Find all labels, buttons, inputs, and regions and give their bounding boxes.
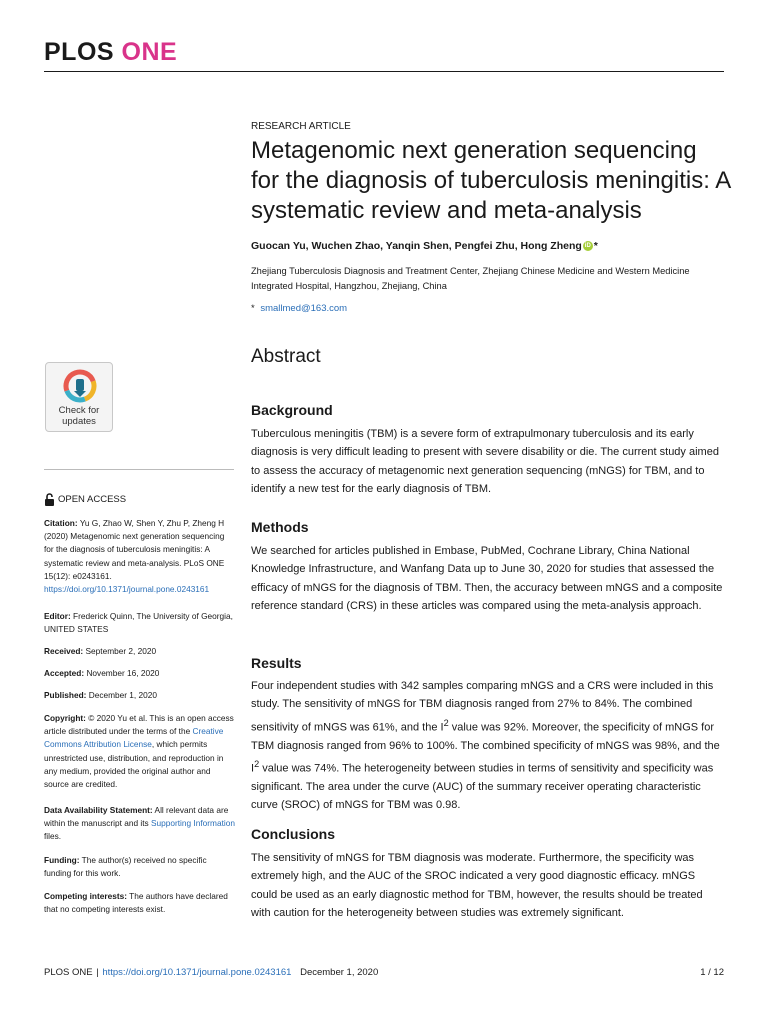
author-list bbox=[251, 240, 598, 252]
background-text: Tuberculous meningitis (TBM) is a severe form of extrapulmonary tuberculosis and its early diagnosis is very difficult leading to present with severe disability or die. The current study aimed to assess the accuracy of metagenomic next generation sequencing (mNGS) for TBM, and to identify a new test for the early diagnosis of TBM. bbox=[251, 428, 719, 495]
accepted-block bbox=[44, 667, 236, 680]
received-label: Received: bbox=[44, 646, 84, 656]
received-block bbox=[44, 645, 236, 658]
received-text: September 2, 2020 bbox=[85, 646, 157, 656]
email-mark: * bbox=[251, 303, 255, 314]
methods-text: We searched for articles published in Embase, PubMed, Cochrane Library, China National Knowledge Infrastructure, and Wanfang Data up to June 30, 2020 for studies that assessed the efficacy of mNGS for the diagnosis of TBM. Then, the accuracy between mNGS and a composite reference standard (CRS) in these articles was compared using the meta-analysis approach. bbox=[251, 545, 723, 612]
copyright-block bbox=[44, 712, 236, 791]
logo-plos: PLOS bbox=[44, 38, 115, 66]
open-access-text: OPEN ACCESS bbox=[58, 494, 127, 505]
affiliation: Zhejiang Tuberculosis Diagnosis and Treatment Center, Zhejiang Chinese Medicine and Western Medicine Integrated Hospital, Hangzhou, Zhejiang, China bbox=[251, 266, 690, 291]
accepted-text: November 16, 2020 bbox=[86, 668, 160, 678]
accepted-label: Accepted: bbox=[44, 668, 85, 678]
check-badge-line-2: updates bbox=[62, 416, 96, 427]
background-heading: Background bbox=[251, 402, 333, 418]
header-divider bbox=[44, 71, 724, 72]
results-part-2: value was 92%. Moreover, the specificity of mNGS for TBM diagnosis ranged from 96% to 100%. The combined specificity of mNGS was 98%, and the I bbox=[251, 721, 720, 775]
funding-text: The author(s) received no specific funding for this work. bbox=[44, 855, 207, 879]
results-superscript-2: 2 bbox=[254, 758, 260, 769]
page-number: 1 / 12 bbox=[700, 967, 724, 978]
check-badge-label bbox=[46, 405, 112, 427]
check-badge-line-1: Check for bbox=[58, 405, 100, 416]
corresponding-email bbox=[251, 303, 347, 314]
editor-label: Editor: bbox=[44, 611, 71, 621]
citation-block bbox=[44, 517, 236, 596]
data-availability-block bbox=[44, 804, 236, 844]
sidebar-divider bbox=[44, 469, 234, 470]
editor-text: Frederick Quinn, The University of Georgia, UNITED STATES bbox=[44, 611, 233, 635]
copyright-label: Copyright: bbox=[44, 713, 86, 723]
funding-block bbox=[44, 854, 236, 880]
abstract-heading: Abstract bbox=[251, 346, 321, 367]
conclusions-heading: Conclusions bbox=[251, 826, 336, 842]
citation-label: Citation: bbox=[44, 518, 78, 528]
data-availability-label: Data Availability Statement: bbox=[44, 805, 153, 815]
results-heading: Results bbox=[251, 655, 302, 671]
conclusions-text: The sensitivity of mNGS for TBM diagnosis was moderate. Furthermore, the specificity was extremely high, and the AUC of the SROC indicated a very good diagnostic efficacy. mNGS could be used as an early diagnostic method for TBM, however, the results should be treated with caution for the heterogeneity between studies was extremely significant. bbox=[251, 852, 703, 919]
footer-separator: | bbox=[96, 967, 99, 978]
open-lock-icon bbox=[44, 493, 55, 506]
funding-label: Funding: bbox=[44, 855, 80, 865]
author-names: Guocan Yu, Wuchen Zhao, Yanqin Shen, Pengfei Zhu, Hong Zheng bbox=[251, 240, 582, 252]
data-availability-text-1: All relevant data are within the manuscript and its bbox=[44, 805, 229, 829]
footer-date: December 1, 2020 bbox=[300, 967, 379, 978]
published-text: December 1, 2020 bbox=[88, 690, 157, 700]
corresponding-author-mark: * bbox=[593, 240, 598, 252]
email-link[interactable]: smallmed@163.com bbox=[260, 303, 348, 314]
page-footer bbox=[44, 967, 378, 978]
check-for-updates-icon bbox=[62, 368, 98, 404]
competing-interests-block bbox=[44, 890, 236, 916]
results-part-1: Four independent studies with 342 samples comparing mNGS and a CRS were included in this study. The sensitivity of mNGS for TBM diagnosis ranged from 27% to 84%. The combined sensitivity of mNGS was 61%, and the I bbox=[251, 680, 714, 734]
citation-text: Yu G, Zhao W, Shen Y, Zhu P, Zheng H (2020) Metagenomic next generation sequencing for the diagnosis of tuberculosis meningitis: A systematic review and meta-analysis. PLoS ONE 15(12): e0243161. bbox=[44, 518, 225, 581]
check-for-updates-badge[interactable] bbox=[45, 362, 113, 432]
results-part-3: value was 74%. The heterogeneity between studies in terms of sensitivity and specificity was significant. The area under the curve (AUC) of the summary receiver operating characteristic curve (SROC) of mNGS for TBM was 0.98. bbox=[251, 762, 714, 812]
competing-interests-text: The authors have declared that no competing interests exist. bbox=[44, 891, 228, 915]
creative-commons-link[interactable]: Creative Commons Attribution License bbox=[44, 726, 224, 750]
footer-doi-link[interactable]: https://doi.org/10.1371/journal.pone.0243161 bbox=[102, 967, 292, 978]
journal-logo bbox=[44, 38, 177, 67]
methods-heading: Methods bbox=[251, 519, 309, 535]
article-type: RESEARCH ARTICLE bbox=[251, 121, 351, 132]
competing-interests-label: Competing interests: bbox=[44, 891, 127, 901]
results-superscript-1: 2 bbox=[443, 717, 449, 728]
copyright-text-1: © 2020 Yu et al. This is an open access article distributed under the terms of the bbox=[44, 713, 234, 737]
article-title: Metagenomic next generation sequencing for the diagnosis of tuberculosis meningitis: A systematic review and meta-analysis bbox=[251, 137, 730, 224]
published-label: Published: bbox=[44, 690, 87, 700]
citation-doi-link[interactable]: https://doi.org/10.1371/journal.pone.0243161 bbox=[44, 584, 210, 595]
supporting-information-link[interactable]: Supporting Information bbox=[151, 818, 235, 829]
editor-block bbox=[44, 610, 236, 636]
footer-journal: PLOS ONE bbox=[44, 967, 93, 978]
data-availability-text-2: files. bbox=[44, 831, 62, 842]
copyright-text-2: , which permits unrestricted use, distribution, and reproduction in any medium, provided the original author and source are credited. bbox=[44, 739, 224, 790]
open-access-label bbox=[44, 493, 126, 506]
logo-one: ONE bbox=[121, 38, 178, 66]
orcid-icon[interactable]: iD bbox=[584, 243, 591, 249]
results-text bbox=[251, 677, 723, 814]
published-block bbox=[44, 689, 236, 702]
